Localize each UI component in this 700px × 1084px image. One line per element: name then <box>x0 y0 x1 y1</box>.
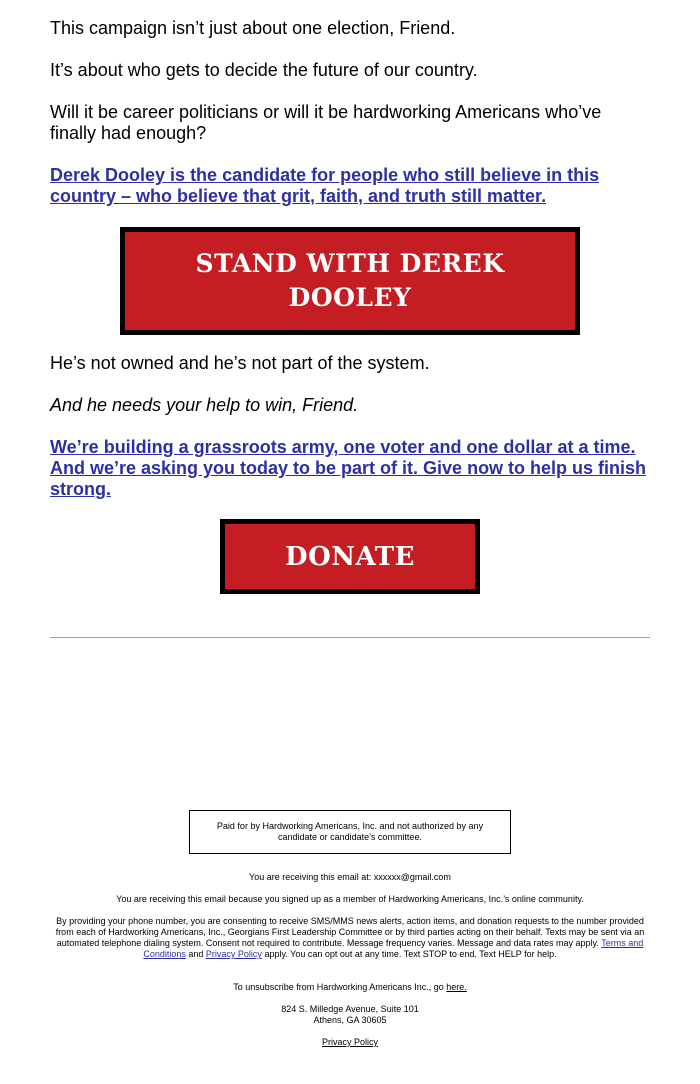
address-line-2: Athens, GA 30605 <box>313 1015 387 1025</box>
intro-paragraph: This campaign isn’t just about one election, Friend. <box>50 18 456 38</box>
sms-consent-tail: apply. You can opt out at any time. Text STOP to end. Text HELP for help. <box>264 949 557 959</box>
not-owned-paragraph: He’s not owned and he’s not part of the system. <box>50 353 430 373</box>
disclaimer-text: Paid for by Hardworking Americans, Inc. and not authorized by any candidate or candidate’s committee. <box>216 821 484 842</box>
future-paragraph: It’s about who gets to decide the future of our country. <box>50 60 478 80</box>
receiving-email-line: You are receiving this email at: xxxxxx@gmail.com <box>249 872 451 882</box>
sms-consent-body: By providing your phone number, you are consenting to receive SMS/MMS news alerts, action items, and donation requests to the number provided from each of Hardworking Americans, Inc., Georgians First Leadership Committee or by third parties acting on their behalf. Texts may be sent via an automated telephone dialing system. Consent not required to contribute. Message frequency varies. Message and data rates may apply. <box>55 916 645 948</box>
candidate-link[interactable]: Derek Dooley is the candidate for people who still believe in this country – who believe that grit, faith, and truth still matter. <box>50 165 600 206</box>
unsubscribe-link[interactable]: here. <box>446 982 467 992</box>
needs-help-paragraph: And he needs your help to win, Friend. <box>50 395 359 415</box>
stand-with-button-label: STAND WITH DEREK DOOLEY <box>195 249 505 312</box>
unsubscribe-line <box>50 982 650 993</box>
terms-link[interactable]: Terms and Conditions <box>143 938 644 959</box>
donate-button[interactable] <box>220 519 480 594</box>
sms-and: and <box>188 949 204 959</box>
sms-privacy-link[interactable]: Privacy Policy <box>205 949 262 959</box>
footer-privacy-line <box>50 1037 650 1048</box>
signup-reason-line: You are receiving this email because you signed up as a member of Hardworking Americans, Inc.’s online community. <box>116 894 584 904</box>
sms-consent-text <box>50 916 650 960</box>
address-line-1: 824 S. Milledge Avenue, Suite 101 <box>281 1004 419 1014</box>
unsubscribe-text: To unsubscribe from Hardworking Americans Inc., go <box>233 982 444 992</box>
divider <box>50 637 650 638</box>
privacy-policy-link[interactable]: Privacy Policy <box>321 1037 378 1047</box>
stand-with-button[interactable] <box>120 227 580 335</box>
question-paragraph: Will it be career politicians or will it be hardworking Americans who’ve finally had enough? <box>50 102 602 143</box>
paid-for-disclaimer <box>189 810 511 854</box>
grassroots-link[interactable]: We’re building a grassroots army, one voter and one dollar at a time. And we’re asking you today to be part of it. Give now to help us finish strong. <box>50 437 647 499</box>
donate-button-label: DONATE <box>285 541 415 572</box>
